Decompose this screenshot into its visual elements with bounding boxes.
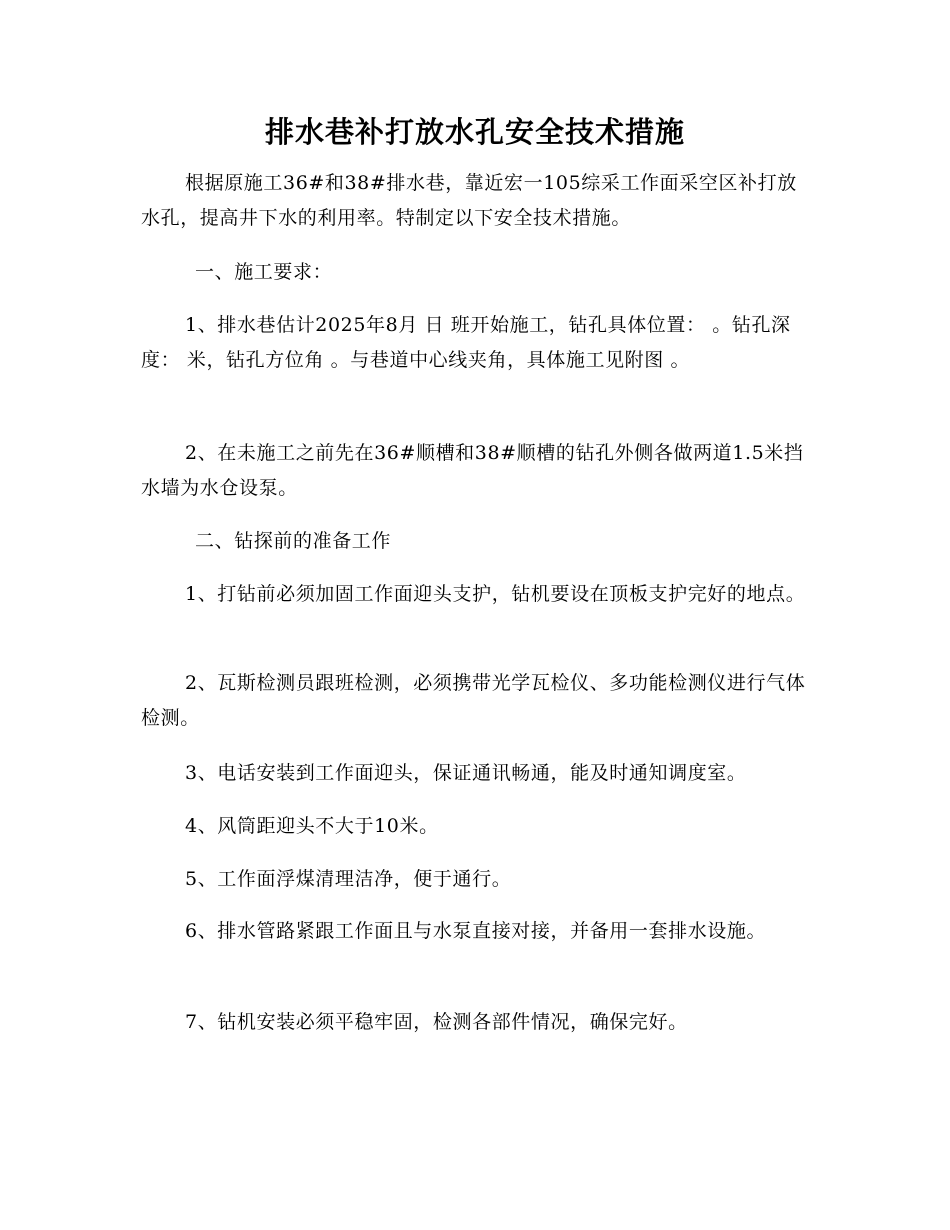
list-item: 5、工作面浮煤清理洁净，便于通行。	[185, 868, 512, 890]
section-heading-construction-requirements: 一、施工要求：	[195, 261, 333, 283]
section-heading-drilling-preparation: 二、钻探前的准备工作	[195, 530, 392, 552]
list-item: 1、排水巷估计2025年8月 日 班开始施工，钻孔具体位置： 。钻孔深度： 米，钻孔方位角 。与巷道中心线夹角，具体施工见附图 。	[141, 314, 791, 371]
list-item: 1、打钻前必须加固工作面迎头支护，钻机要设在顶板支护完好的地点。	[185, 583, 806, 605]
list-item: 6、排水管路紧跟工作面且与水泵直接对接，并备用一套排水设施。	[185, 920, 767, 942]
list-item: 2、瓦斯检测员跟班检测，必须携带光学瓦检仪、多功能检测仪进行气体检测。	[141, 672, 806, 729]
list-item: 2、在未施工之前先在36#顺槽和38#顺槽的钻孔外侧各做两道1.5米挡水墙为水仓设泵。	[141, 442, 804, 499]
list-item: 3、电话安装到工作面迎头，保证通讯畅通，能及时通知调度室。	[185, 762, 747, 784]
list-item: 7、钻机安装必须平稳牢固，检测各部件情况，确保完好。	[185, 1011, 688, 1033]
intro-paragraph: 根据原施工36#和38#排水巷，靠近宏一105综采工作面采空区补打放水孔，提高井下水的利用率。特制定以下安全技术措施。	[141, 172, 797, 229]
list-item: 4、风筒距迎头不大于10米。	[185, 815, 439, 837]
document-title: 排水巷补打放水孔安全技术措施	[264, 115, 685, 149]
